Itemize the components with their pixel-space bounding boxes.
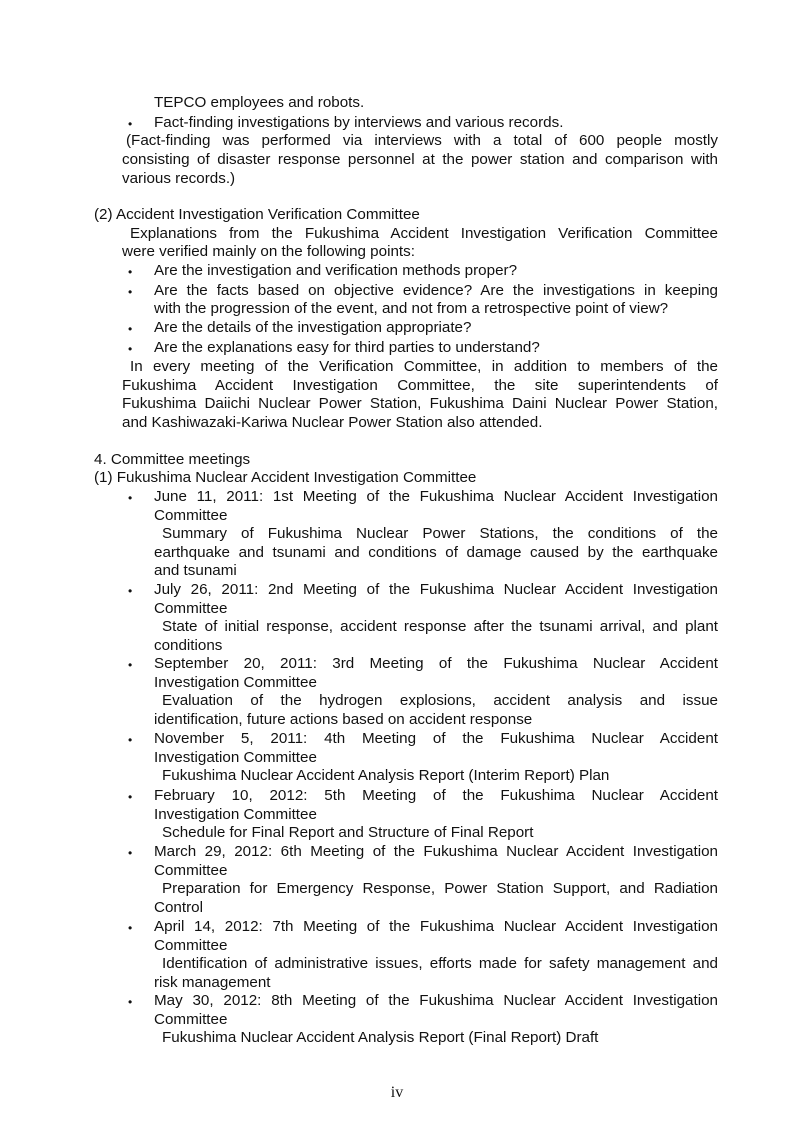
meeting-title: Committee <box>154 506 228 524</box>
meeting-title: May 30, 2012: 8th Meeting of the Fukushima Nuclear Accident Investigation <box>154 992 718 1009</box>
meeting-title: Investigation Committee <box>154 673 317 691</box>
verification-point: Are the investigation and verification methods proper? <box>154 262 518 279</box>
meeting-description: Preparation for Emergency Response, Power Station Support, and Radiation <box>162 880 718 898</box>
paragraph-text: were verified mainly on the following points: <box>122 243 415 260</box>
meeting-title: November 5, 2011: 4th Meeting of the Fukushima Nuclear Accident <box>154 730 718 747</box>
meeting-description: State of initial response, accident response after the tsunami arrival, and plant <box>162 618 718 636</box>
bullet-icon: • <box>128 342 133 356</box>
meeting-title: July 26, 2011: 2nd Meeting of the Fukushima Nuclear Accident Investigation <box>154 581 718 598</box>
note-text: various records.) <box>122 170 236 187</box>
meeting-description: Summary of Fukushima Nuclear Power Stations, the conditions of the <box>162 525 718 543</box>
paragraph-text: Explanations from the Fukushima Accident Investigation Verification Committee <box>130 225 718 242</box>
continued-bullet-text: TEPCO employees and robots. <box>154 94 365 111</box>
bullet-icon: • <box>128 285 133 299</box>
section-subheading: (2) Accident Investigation Verification Committee <box>94 206 420 223</box>
verification-point: Are the details of the investigation appropriate? <box>154 319 472 336</box>
bullet-icon: • <box>128 995 133 1009</box>
bullet-icon: • <box>128 584 133 598</box>
meeting-description: Identification of administrative issues, efforts made for safety management and <box>162 955 718 973</box>
meeting-title: Investigation Committee <box>154 748 317 766</box>
bullet-icon: • <box>128 846 133 860</box>
meeting-title: Committee <box>154 936 228 954</box>
section-heading: 4. Committee meetings <box>94 451 251 468</box>
bullet-icon: • <box>128 265 133 279</box>
meeting-description: earthquake and tsunami and conditions of damage caused by the earthquake <box>154 543 718 561</box>
bullet-icon: • <box>128 117 133 131</box>
meeting-title: Investigation Committee <box>154 805 317 823</box>
meeting-title: March 29, 2012: 6th Meeting of the Fukushima Nuclear Accident Investigation <box>154 843 718 860</box>
bullet-icon: • <box>128 322 133 336</box>
verification-point: Are the facts based on objective evidence? Are the investigations in keeping <box>154 282 718 299</box>
meeting-description: conditions <box>154 636 223 654</box>
meeting-description: Evaluation of the hydrogen explosions, accident analysis and issue <box>162 692 718 710</box>
meeting-title: April 14, 2012: 7th Meeting of the Fukushima Nuclear Accident Investigation <box>154 918 718 935</box>
meeting-description: Fukushima Nuclear Accident Analysis Report (Final Report) Draft <box>162 1029 599 1047</box>
meeting-description: and tsunami <box>154 562 237 580</box>
meeting-description: identification, future actions based on accident response <box>154 710 533 728</box>
bullet-icon: • <box>128 491 133 505</box>
bullet-icon: • <box>128 658 133 672</box>
bullet-icon: • <box>128 733 133 747</box>
meeting-description: risk management <box>154 973 271 991</box>
verification-point: Are the explanations easy for third parties to understand? <box>154 339 540 356</box>
bullet-item: Fact-finding investigations by interviews and various records. <box>154 114 564 131</box>
verification-point: with the progression of the event, and not from a retrospective point of view? <box>154 300 669 317</box>
section-subheading: (1) Fukushima Nuclear Accident Investigation Committee <box>94 469 477 486</box>
page-number: iv <box>390 1084 404 1101</box>
bullet-icon: • <box>128 790 133 804</box>
note-text: (Fact-finding was performed via interviews with a total of 600 people mostly <box>126 132 718 149</box>
meeting-title: Committee <box>154 861 228 879</box>
paragraph-text: Fukushima Daiichi Nuclear Power Station, Fukushima Daini Nuclear Power Station, <box>122 395 718 412</box>
paragraph-text: and Kashiwazaki-Kariwa Nuclear Power Station also attended. <box>122 414 543 431</box>
meeting-title: February 10, 2012: 5th Meeting of the Fukushima Nuclear Accident <box>154 787 718 804</box>
meeting-title: Committee <box>154 1010 228 1028</box>
meeting-description: Fukushima Nuclear Accident Analysis Report (Interim Report) Plan <box>162 767 610 785</box>
meeting-description: Control <box>154 898 203 916</box>
bullet-icon: • <box>128 921 133 935</box>
note-text: consisting of disaster response personnel at the power station and comparison with <box>122 151 718 168</box>
paragraph-text: In every meeting of the Verification Committee, in addition to members of the <box>130 358 718 375</box>
meeting-title: September 20, 2011: 3rd Meeting of the Fukushima Nuclear Accident <box>154 655 718 672</box>
meeting-description: Schedule for Final Report and Structure of Final Report <box>162 824 534 842</box>
meeting-title: Committee <box>154 599 228 617</box>
meeting-title: June 11, 2011: 1st Meeting of the Fukushima Nuclear Accident Investigation <box>154 488 718 505</box>
paragraph-text: Fukushima Accident Investigation Committee, the site superintendents of <box>122 377 718 394</box>
